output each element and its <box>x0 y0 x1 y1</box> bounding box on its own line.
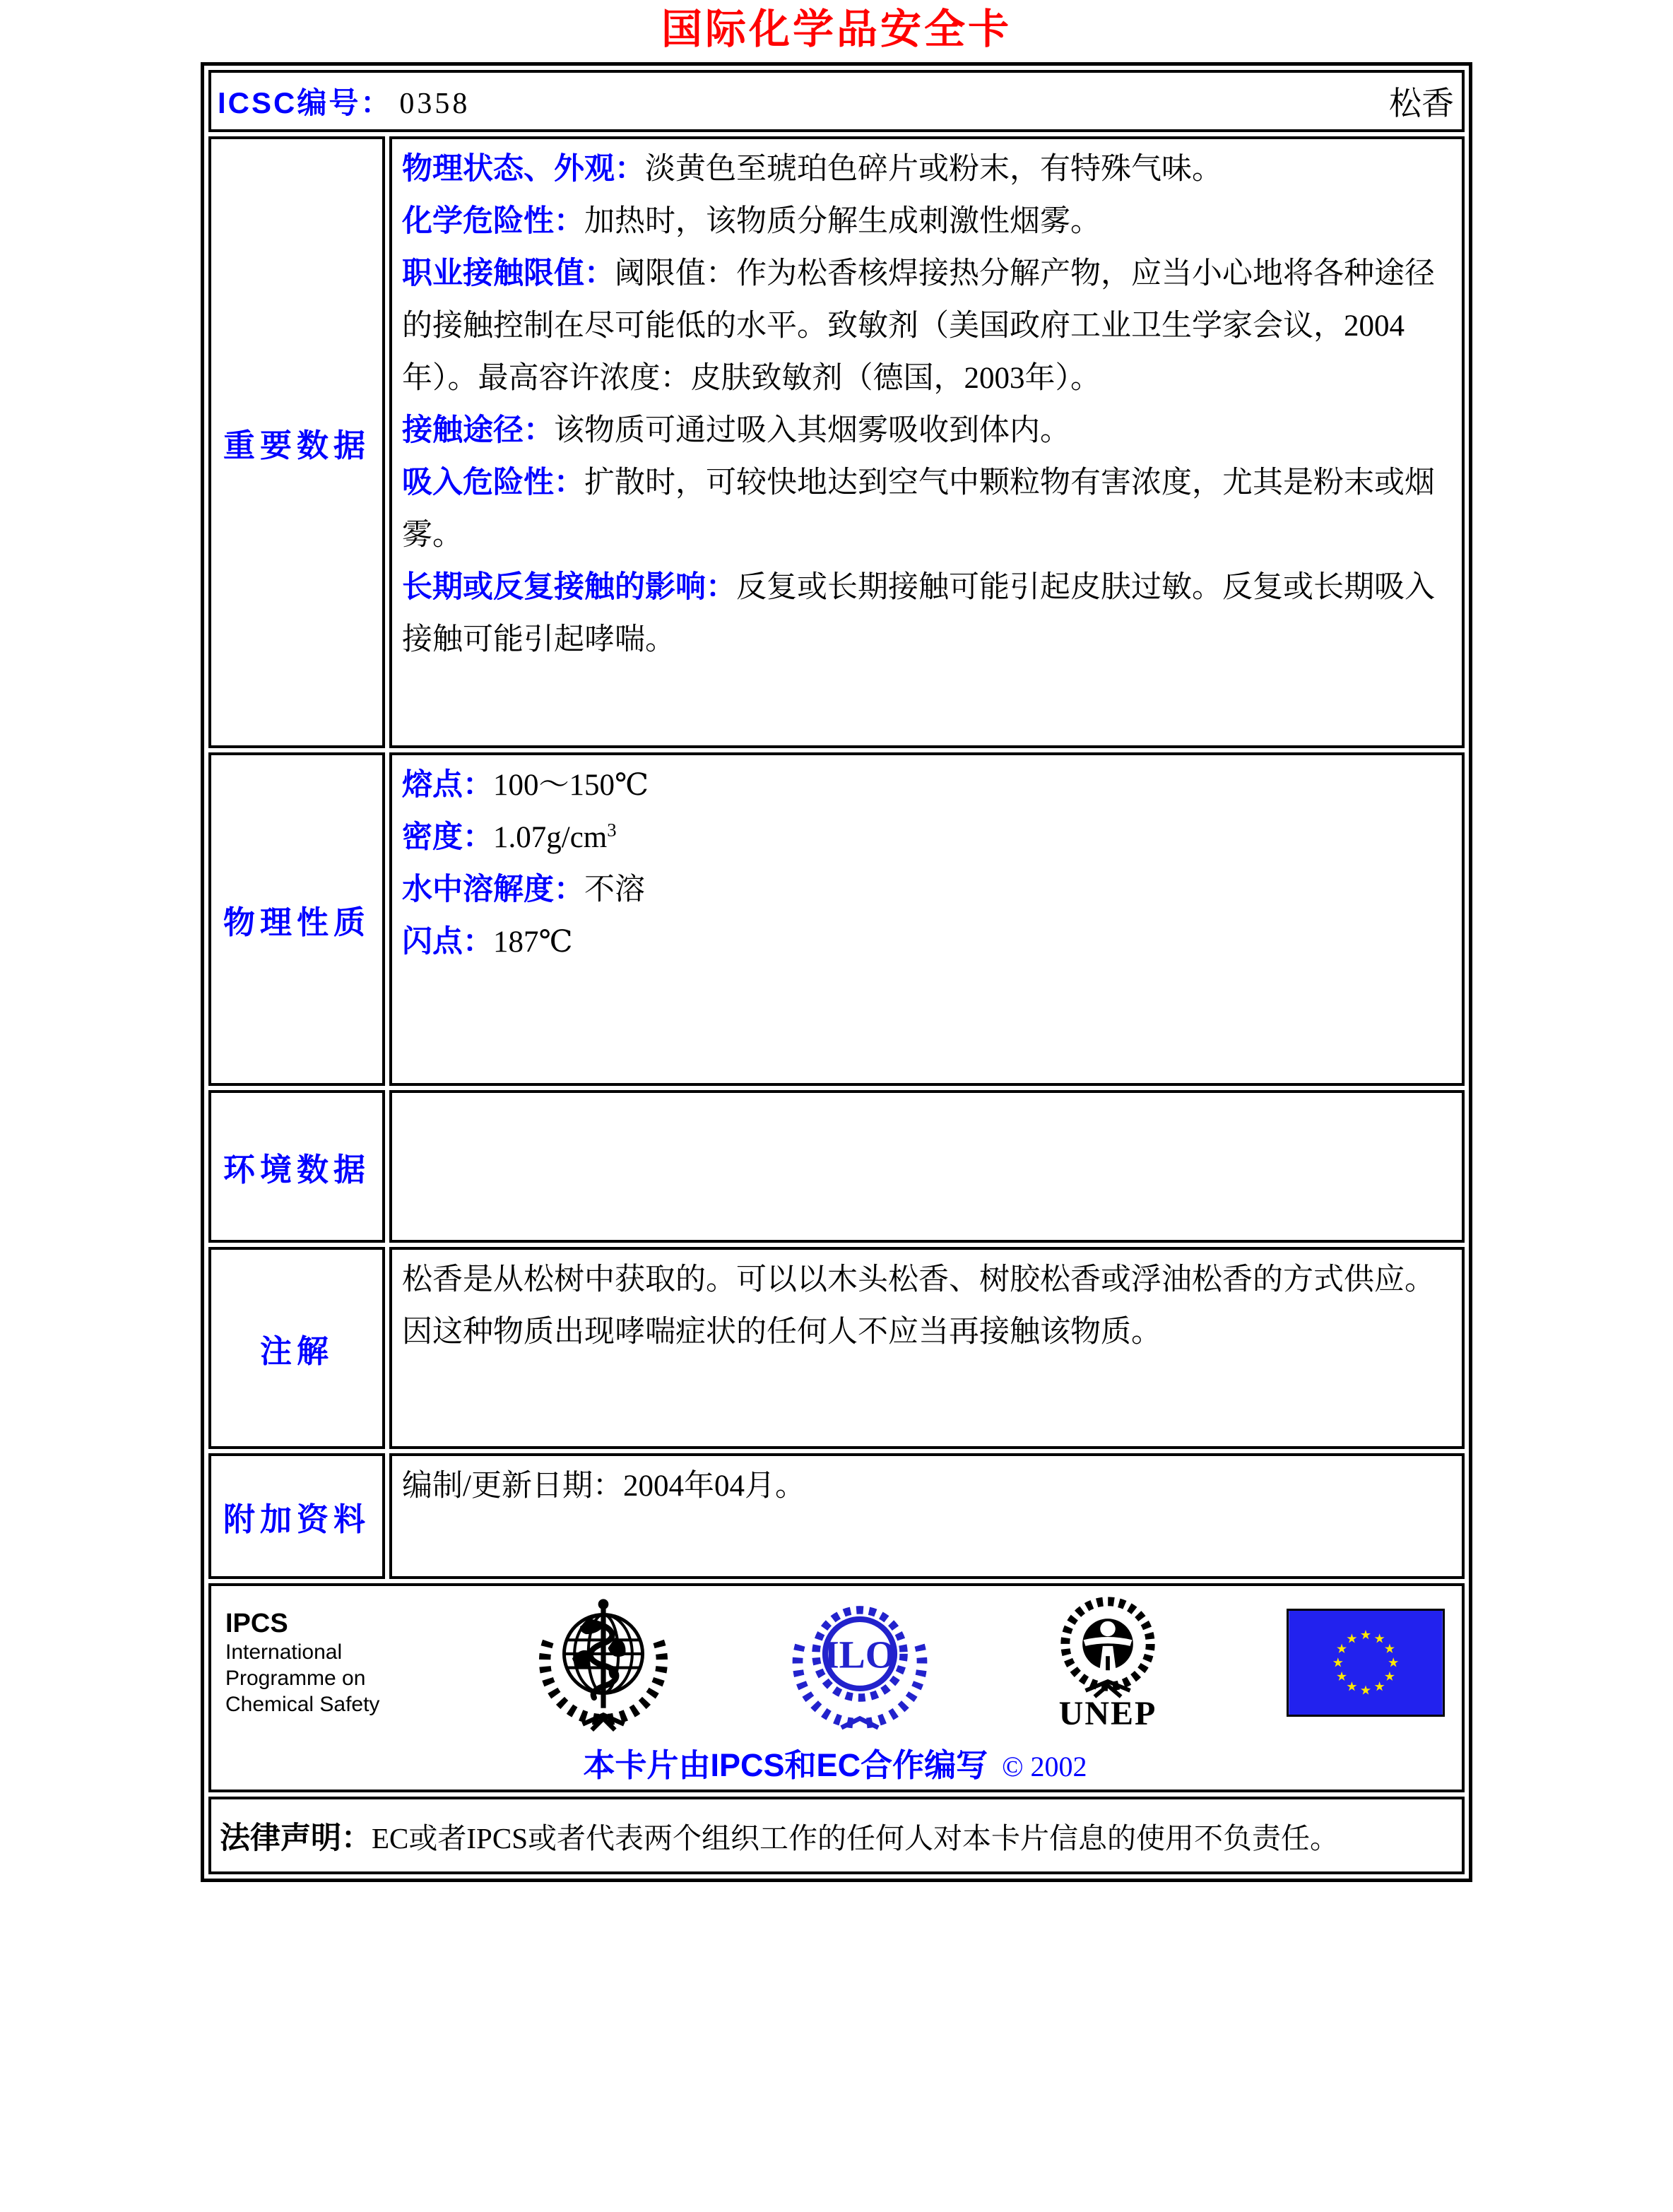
ipcs-wordmark <box>225 1608 416 1717</box>
field-text: 扩散时，可较快地达到空气中颗粒物有害浓度，尤其是粉末或烟雾。 <box>402 466 1435 552</box>
field-flash-point <box>402 916 1450 969</box>
row-label-important-data: 重要数据 <box>208 136 385 748</box>
content-notes <box>389 1247 1465 1449</box>
row-label-physical-properties: 物理性质 <box>208 752 385 1086</box>
field-text: 1.07g/cm <box>493 820 608 854</box>
field-label: 职业接触限值： <box>402 256 615 290</box>
notes-text: 松香是从松树中获取的。可以以木头松香、树胶松香或浮油松香的方式供应。因这种物质出现哮喘症状的任何人不应当再接触该物质。 <box>402 1263 1435 1349</box>
logos-row <box>208 1583 1465 1792</box>
field-label: 密度： <box>402 820 493 854</box>
field-inhalation-risk <box>402 457 1450 562</box>
row-label-additional-info: 附加资料 <box>208 1453 385 1579</box>
content-environmental-data <box>389 1090 1465 1243</box>
field-occupational-limits <box>402 248 1450 405</box>
credit-line <box>225 1739 1445 1785</box>
important-data-row <box>208 136 1465 748</box>
field-sup: 3 <box>607 819 617 841</box>
field-label: 化学危险性： <box>402 203 584 238</box>
field-chemical-danger <box>402 196 1450 248</box>
physical-properties-row <box>208 752 1465 1086</box>
additional-text: 编制/更新日期：2004年04月。 <box>402 1469 805 1503</box>
unep-logo-icon <box>1047 1595 1169 1731</box>
field-text: 187℃ <box>493 925 573 959</box>
additional-info-row <box>208 1453 1465 1579</box>
icsc-number-label: ICSC编号： <box>218 86 393 119</box>
environmental-data-row <box>208 1090 1465 1243</box>
copyright: © 2002 <box>1002 1750 1087 1782</box>
field-label: 长期或反复接触的影响： <box>402 569 736 604</box>
header-row <box>208 70 1465 132</box>
ilo-logo-text: ILO <box>824 1633 896 1677</box>
field-text: 反复或长期接触可能引起皮肤过敏。反复或长期吸入接触可能引起哮喘。 <box>402 570 1435 656</box>
field-exposure-routes <box>402 405 1450 457</box>
legal-label: 法律声明： <box>220 1821 372 1855</box>
ipcs-line: Programme on <box>225 1667 366 1690</box>
credit-text: 本卡片由IPCS和EC合作编写 <box>583 1746 988 1783</box>
field-label: 吸入危险性： <box>402 465 584 499</box>
field-label: 物理状态、外观： <box>402 152 645 186</box>
legal-text: EC或者IPCS或者代表两个组织工作的任何人对本卡片信息的使用不负责任。 <box>372 1821 1339 1855</box>
icsc-number-value: 0358 <box>399 88 471 120</box>
content-additional-info <box>389 1453 1465 1579</box>
field-longterm-effects <box>402 562 1450 666</box>
eu-flag-icon <box>1287 1609 1445 1717</box>
field-label: 闪点： <box>402 924 493 959</box>
field-text: 不溶 <box>584 873 645 906</box>
field-label: 水中溶解度： <box>402 872 584 906</box>
row-label-environmental-data: 环境数据 <box>208 1090 385 1243</box>
field-text: 100～150℃ <box>493 769 649 802</box>
content-physical-properties <box>389 752 1465 1086</box>
ipcs-line: International <box>225 1640 343 1664</box>
unep-logo-text: UNEP <box>1058 1694 1157 1732</box>
content-important-data <box>389 136 1465 748</box>
field-density <box>402 812 1450 864</box>
field-melting-point <box>402 759 1450 812</box>
field-text: 加热时，该物质分解生成刺激性烟雾。 <box>584 204 1101 238</box>
field-water-solubility <box>402 864 1450 916</box>
field-label: 接触途径： <box>402 413 554 447</box>
icsc-number-group <box>218 80 470 122</box>
field-label: 熔点： <box>402 768 493 802</box>
legal-row <box>208 1797 1465 1874</box>
notes-row <box>208 1247 1465 1449</box>
row-label-notes: 注解 <box>208 1247 385 1449</box>
who-logo-icon <box>534 1594 673 1732</box>
ipcs-line: Chemical Safety <box>225 1693 380 1716</box>
field-text: 该物质可通过吸入其烟雾吸收到体内。 <box>554 413 1070 447</box>
icsc-card-table <box>201 62 1472 1882</box>
field-text: 阈限值：作为松香核焊接热分解产物，应当小心地将各种途径的接触控制在尽可能低的水平。致敏剂（美国政府工业卫生学家会议，2004年）。最高容许浓度：皮肤致敏剂（德国，2003年）。 <box>402 256 1435 395</box>
field-text: 淡黄色至琥珀色碎片或粉末，有特殊气味。 <box>645 153 1222 186</box>
substance-name: 松香 <box>1389 85 1454 122</box>
page-title: 国际化学品安全卡 <box>661 6 1012 52</box>
ipcs-abbr: IPCS <box>225 1609 288 1638</box>
field-physical-state <box>402 143 1450 196</box>
ilo-logo-icon <box>791 1594 929 1732</box>
